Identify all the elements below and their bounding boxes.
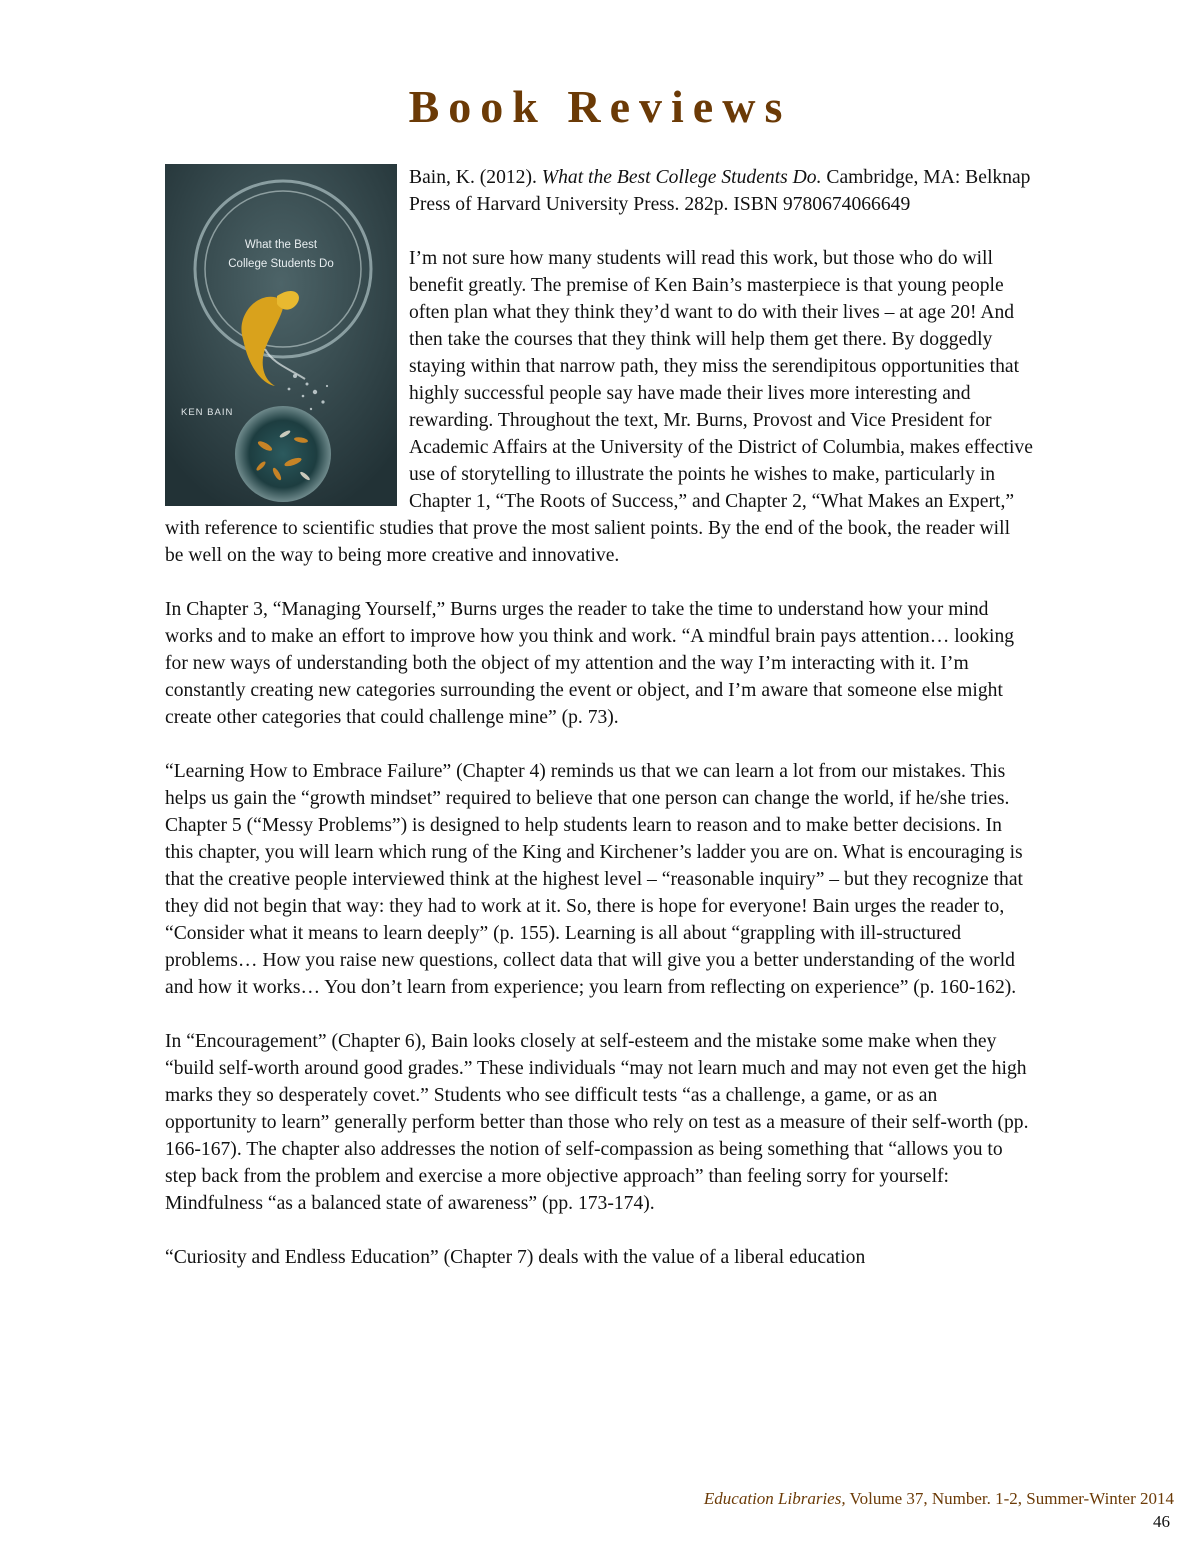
review-paragraph: In “Encouragement” (Chapter 6), Bain looks closely at self-esteem and the mistake some make when they “build self-worth around good grades.” These individuals “may not learn much and may not even get the high marks they so desperately covet.” Students who see difficult tests “as a challenge, a game, or as an opportunity to learn” generally perform better than those who rely on test as a measure of their self-worth (pp. 166-167). The chapter also addresses the notion of self-compassion as being something that “allows you to step back from the problem and exercise a more objective approach” than feeling sorry for yourself: Mindfulness “as a balanced state of awareness” (pp. 173-174). (165, 1031, 1029, 1214)
cover-author: KEN BAIN (181, 407, 234, 418)
journal-footer (704, 1489, 1174, 1509)
review-paragraph: In Chapter 3, “Managing Yourself,” Burns urges the reader to take the time to understand how your mind works and to make an effort to improve how you think and work. “A mindful brain pays attention… looking for new ways of understanding both the object of my attention and the way I’m interacting with it. I’m constantly creating new categories surrounding the event or object, and I’m aware that someone else might create other categories that could challenge mine” (p. 73). (165, 599, 1015, 728)
review-paragraph: I’m not sure how many students will read this work, but those who do will benefit greatly. The premise of Ken Bain’s masterpiece is that young people often plan what they think they’d want to do with their lives – at age 20! And then take the courses that they think will help them get there. By doggedly staying within that narrow path, they miss the serendipitous opportunities that highly successful people say have made their lives more interesting and rewarding. Throughout the text, Mr. Burns, Provost and Vice President for Academic Affairs at the University of the District of Columbia, makes effective use of storytelling to illustrate the points he wishes to make, particularly in Chapter 1, “The Roots of Success,” and Chapter 2, “What Makes an Expert,” with reference to scientific studies that prove the most salient points. By the end of the book, the reader will be well on the way to being more creative and innovative. (165, 248, 1033, 566)
book-title: What the Best College Students Do. (541, 167, 822, 188)
journal-details: Volume 37, Number. 1-2, Summer-Winter 2014 (845, 1489, 1174, 1508)
journal-name: Education Libraries, (703, 1489, 846, 1508)
page-number: 46 (1153, 1512, 1170, 1531)
book-cover-image (165, 164, 397, 506)
review-paragraph: “Learning How to Embrace Failure” (Chapter 4) reminds us that we can learn a lot from our mistakes. This helps us gain the “growth mindset” required to believe that one person can change the world, if he/she tries. Chapter 5 (“Messy Problems”) is designed to help students learn to reason and to make better decisions. In this chapter, you will learn which rung of the King and Kirchener’s ladder you are on. What is encouraging is that the creative people interviewed think at the highest level – “reasonable inquiry” – but they recognize that they did not begin that way: they had to work at it. So, there is hope for everyone! Bain urges the reader to, “Consider what it means to learn deeply” (p. 155). Learning is all about “grappling with ill-structured problems… How you raise new questions, collect data that will give you a better understanding of the world and how it works… You don’t learn from experience; you learn from reflecting on experience” (p. 160-162). (165, 761, 1023, 998)
page-title: Book Reviews (408, 81, 792, 132)
cover-title: What the Best College Students Do (228, 239, 334, 270)
book-citation: Bain, K. (2012). What the Best College Students Do. Cambridge, MA: Belknap Press of Harvard University Press. 282p. ISBN 9780674066649 (409, 167, 1031, 215)
review-paragraph: “Curiosity and Endless Education” (Chapter 7) deals with the value of a liberal education (165, 1247, 866, 1268)
book-cover-art (165, 164, 397, 506)
review-body (165, 164, 1033, 1298)
